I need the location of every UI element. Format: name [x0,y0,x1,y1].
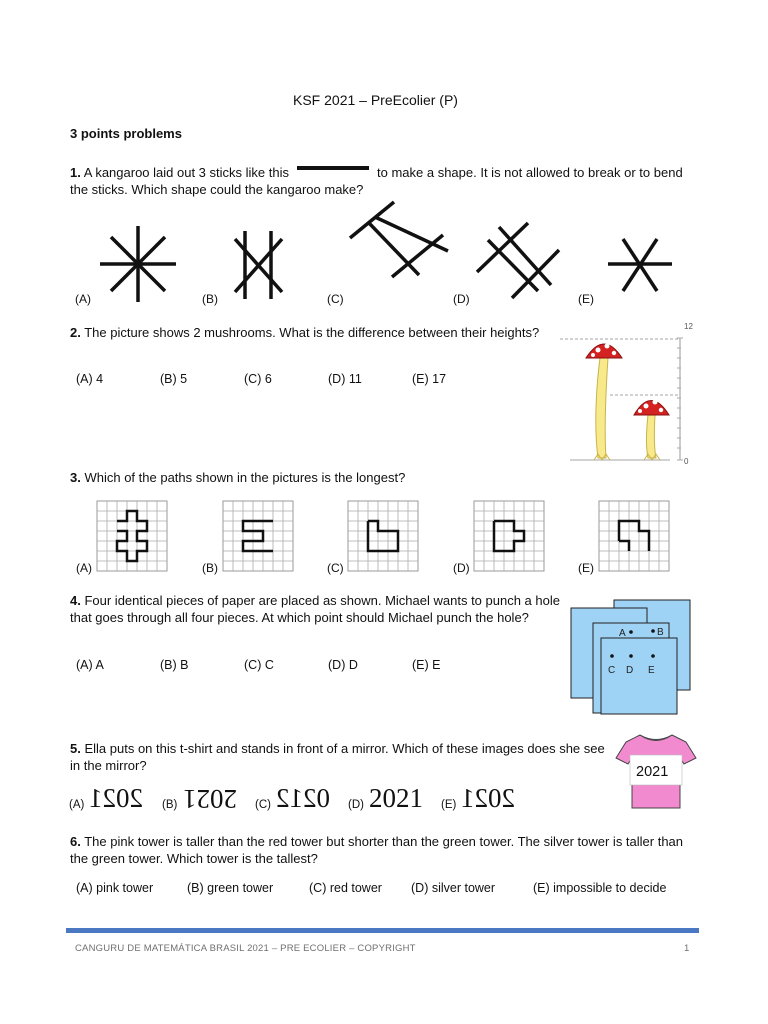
q5-option-c-label[interactable]: (C) [255,799,271,811]
shape-a [100,226,176,302]
q5-option-b-label[interactable]: (B) [162,799,178,811]
q3-grids [60,495,720,575]
scale-bottom-label: 0 [684,457,689,466]
question-5 [70,740,605,758]
q2-option-d[interactable]: (D) 11 [328,372,362,386]
page-number: 1 [684,943,690,954]
question-1-text-before: A kangaroo laid out 3 sticks like this [83,165,289,180]
question-6-number: 6. [70,834,81,849]
grid-b [223,501,293,571]
mushrooms-figure [560,318,710,468]
grid-d [474,501,544,571]
section-heading: 3 points problems [70,126,182,141]
q5-option-e-label[interactable]: (E) [441,799,457,811]
question-6-text-line2: the green tower. Which tower is the tallest? [70,851,318,866]
q4-option-a[interactable]: (A) A [76,658,104,672]
point-c-label: C [608,665,616,676]
q5-option-b-value[interactable]: 2021 [183,784,237,814]
q4-option-c[interactable]: (C) C [244,658,274,672]
q5-option-d-value[interactable]: 2021 [369,783,423,813]
question-3-text: Which of the paths shown in the pictures is the longest? [84,470,406,485]
question-2 [70,324,539,342]
q6-option-e[interactable]: (E) impossible to decide [533,881,667,895]
footer-divider [66,928,699,933]
question-1-number: 1. [70,165,81,180]
q3-option-a[interactable]: (A) [76,561,92,575]
question-2-text: The picture shows 2 mushrooms. What is the difference between their heights? [84,325,540,340]
q2-option-c[interactable]: (C) 6 [244,372,272,386]
q1-option-d[interactable]: (D) [453,292,470,306]
q1-option-e[interactable]: (E) [578,292,594,306]
q1-option-a[interactable]: (A) [75,292,91,306]
q2-option-e[interactable]: (E) 17 [412,372,447,386]
point-d-label: D [626,665,634,676]
question-3 [70,469,405,487]
q4-option-d[interactable]: (D) D [328,658,358,672]
q4-option-e[interactable]: (E) E [412,658,441,672]
point-e-label: E [648,665,655,676]
q3-option-b[interactable]: (B) [202,561,218,575]
shape-b [235,231,282,299]
page-title: KSF 2021 – PreEcolier (P) [293,92,458,108]
grid-a [97,501,167,571]
point-a-label: A [619,628,626,639]
shape-c [350,202,448,277]
q6-option-a[interactable]: (A) pink tower [76,881,154,895]
paper-stack-figure [565,596,695,721]
stick-sample [297,166,369,170]
q1-shapes [60,195,720,305]
q6-option-c[interactable]: (C) red tower [309,881,382,895]
question-2-number: 2. [70,325,81,340]
question-5-number: 5. [70,741,81,756]
question-3-number: 3. [70,470,81,485]
q1-option-c[interactable]: (C) [327,292,344,306]
q5-option-a-label[interactable]: (A) [69,799,85,811]
question-1-text-after: to make a shape. It is not allowed to break or to bend [377,165,683,180]
q1-option-b[interactable]: (B) [202,292,218,306]
tshirt-figure [614,730,698,812]
q6-option-b[interactable]: (B) green tower [187,881,274,895]
q3-option-d[interactable]: (D) [453,561,470,575]
tshirt-text: 2021 [636,764,669,780]
q2-option-b[interactable]: (B) 5 [160,372,188,386]
q6-option-d[interactable]: (D) silver tower [411,881,496,895]
grid-e [599,501,669,571]
q2-option-a[interactable]: (A) 4 [76,372,104,386]
grid-c [348,501,418,571]
question-5-text-line2: in the mirror? [70,758,147,773]
question-6 [70,833,683,851]
scale-top-label: 12 [684,322,693,331]
point-b-label: B [657,627,664,638]
q5-option-a-value[interactable]: 2021 [89,783,143,813]
q5-option-c-value[interactable]: 0212 [276,783,330,813]
q3-option-e[interactable]: (E) [578,561,594,575]
question-6-text-line1: The pink tower is taller than the red tower but shorter than the green tower. The silver tower is taller than [84,834,684,849]
question-5-text-line1: Ella puts on this t-shirt and stands in front of a mirror. Which of these images does she see [84,741,605,756]
footer-text: CANGURU DE MATEMÁTICA BRASIL 2021 – PRE ECOLIER – COPYRIGHT [75,943,416,954]
question-1-text-line2: the sticks. Which shape could the kangaroo make? [70,182,364,197]
q5-option-d-label[interactable]: (D) [348,799,364,811]
shape-d [477,223,559,298]
q4-option-b[interactable]: (B) B [160,658,189,672]
q5-option-e-value[interactable]: 2021 [461,783,515,813]
question-4 [70,592,560,610]
question-4-number: 4. [70,593,81,608]
question-4-text-line2: that goes through all four pieces. At which point should Michael punch the hole? [70,610,529,625]
shape-e [608,239,672,291]
q3-option-c[interactable]: (C) [327,561,344,575]
question-4-text-line1: Four identical pieces of paper are placed as shown. Michael wants to punch a hole [84,593,560,608]
